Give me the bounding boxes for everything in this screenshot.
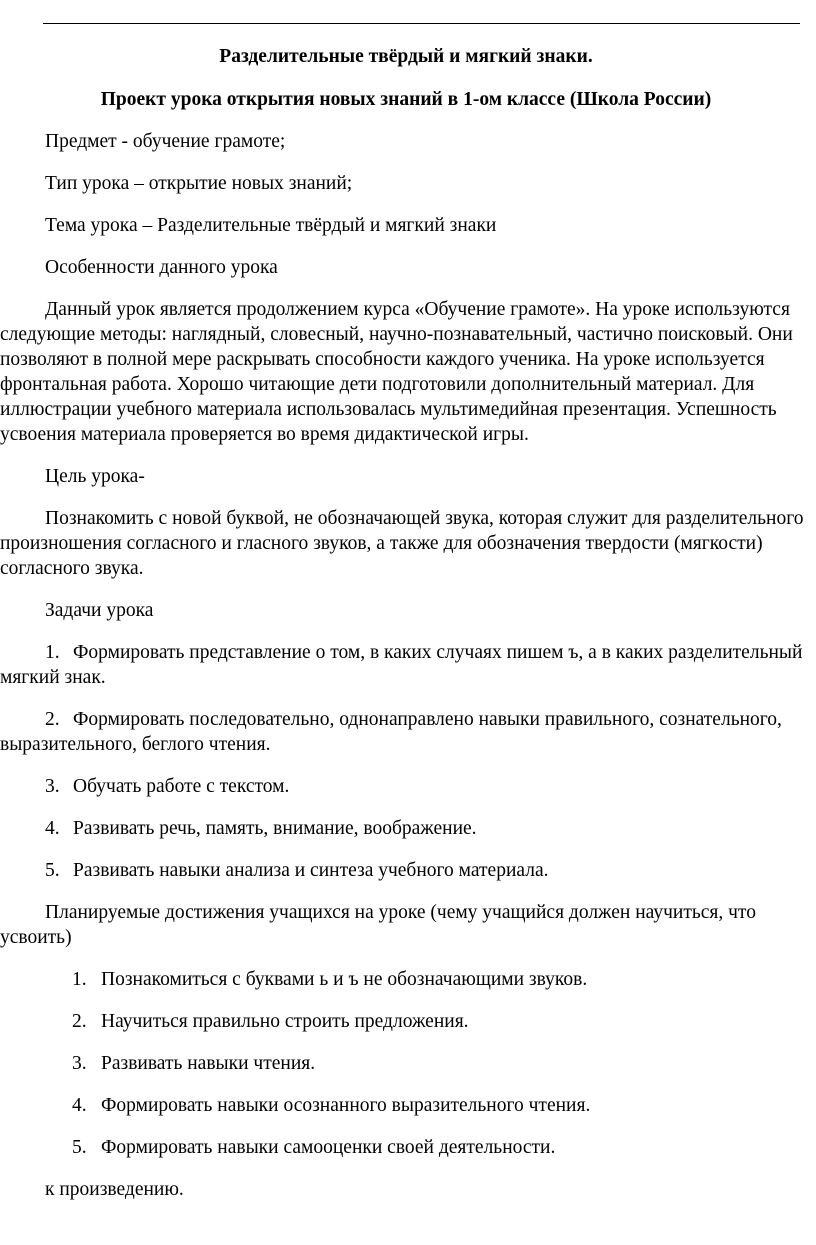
lesson-type-line: Тип урока – открытие новых знаний; [45,173,353,194]
achievements-list [0,967,812,1160]
list-item [0,707,812,757]
list-item [0,1009,812,1034]
list-item-number: 1. [45,642,60,663]
features-paragraph: Данный урок является продолжением курса «Обучение грамоте». На уроке используются следующие методы: наглядный, словесный, научно-познавательный, частично поисковый. Они позволяют в полной мере раскрывать способности каждого ученика. На уроке используется фронтальная работа. Хорошо читающие дети подготовили дополнительный материал. Для иллюстрации учебного материала использовалась мультимедийная презентация. Успешность усвоения материала проверяется во время дидактической игры. [0,299,793,445]
list-item [0,774,812,799]
list-item [0,640,812,690]
goal-heading: Цель урока- [45,466,145,487]
achievements-heading: Планируемые достижения учащихся на уроке (чему учащийся должен научиться, что усвоить) [0,902,756,948]
list-item-number: 3. [72,1053,87,1074]
list-item [0,858,812,883]
features-heading: Особенности данного урока [45,257,278,278]
subject-line: Предмет - обучение грамоте; [45,131,286,152]
list-item-text: Развивать навыки чтения. [101,1053,316,1074]
document-title: Разделительные твёрдый и мягкий знаки. [219,46,593,67]
tasks-heading: Задачи урока [45,600,154,621]
list-item-number: 2. [45,709,60,730]
goal-paragraph: Познакомить с новой буквой, не обозначающей звука, которая служит для разделительного произношения согласного и гласного звуков, а также для обозначения твердости (мягкости) согласного звука. [0,508,804,579]
document-body [0,44,812,1219]
list-item-number: 5. [45,860,60,881]
list-item-number: 2. [72,1011,87,1032]
list-item [0,967,812,992]
list-item-text: Познакомиться с буквами ь и ъ не обозначающими звуков. [101,969,588,990]
list-item [0,816,812,841]
list-item-number: 1. [72,969,87,990]
list-item-number: 3. [45,776,60,797]
list-item [0,1135,812,1160]
tasks-list [0,640,812,883]
list-item-text: Формировать навыки самооценки своей деятельности. [101,1137,556,1158]
list-item-text: Обучать работе с текстом. [73,776,290,797]
list-item-text: Развивать речь, память, внимание, воображение. [73,818,477,839]
list-item [0,1051,812,1076]
list-item-text: Развивать навыки анализа и синтеза учебного материала. [73,860,549,881]
document-subtitle: Проект урока открытия новых знаний в 1-ом классе (Школа России) [100,89,712,110]
topic-line: Тема урока – Разделительные твёрдый и мягкий знаки [45,215,497,236]
list-item-text: Формировать последовательно, однонаправлено навыки правильного, сознательного, выразительного, беглого чтения. [0,709,782,755]
list-item-number: 4. [72,1095,87,1116]
list-item-number: 4. [45,818,60,839]
list-item [0,1093,812,1118]
list-item-number: 5. [72,1137,87,1158]
tail-line: к произведению. [45,1179,184,1200]
top-rule [43,23,800,24]
list-item-text: Формировать представление о том, в каких случаях пишем ъ, а в каких разделительный мягкий знак. [0,642,803,688]
list-item-text: Формировать навыки осознанного выразительного чтения. [101,1095,591,1116]
list-item-text: Научиться правильно строить предложения. [101,1011,469,1032]
